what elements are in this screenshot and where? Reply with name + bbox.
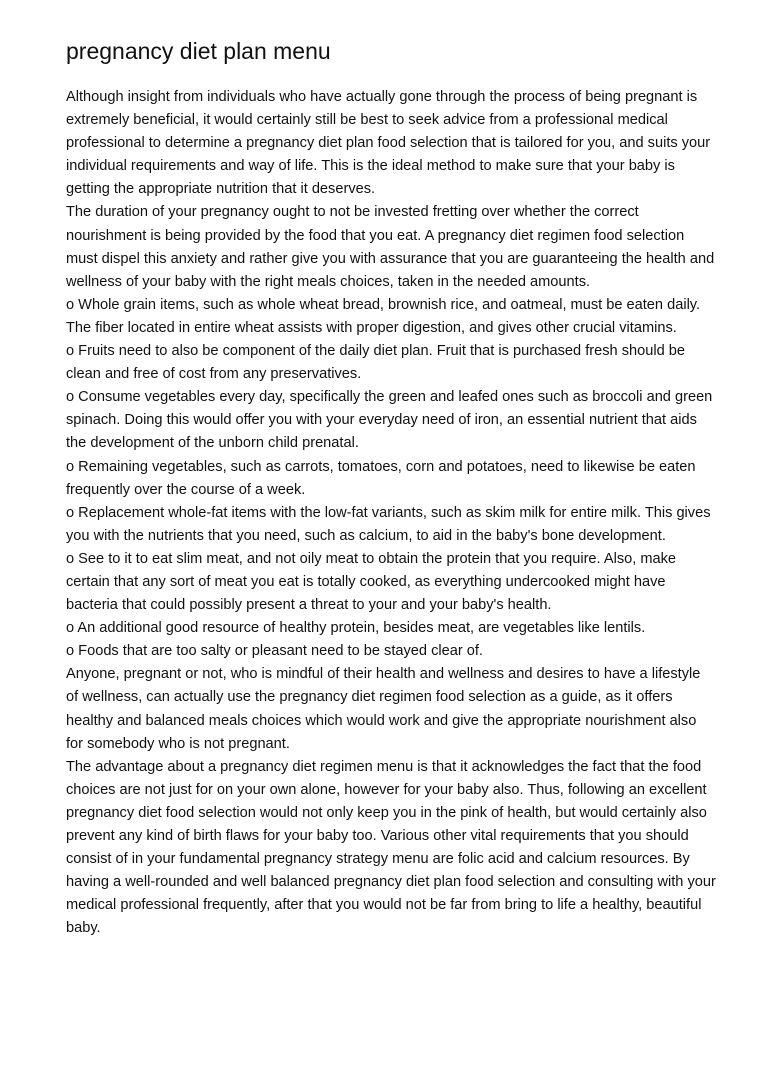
list-item-remaining-vegetables: o Remaining vegetables, such as carrots, tomatoes, corn and potatoes, need to likewise be eaten frequently over the course of a week. <box>66 458 696 498</box>
list-item-avoid-salty: o Foods that are too salty or pleasant need to be stayed clear of. <box>66 643 483 660</box>
document-body <box>66 86 716 940</box>
document-page <box>66 36 716 940</box>
document-title: pregnancy diet plan menu <box>66 38 331 64</box>
intro-paragraph: Although insight from individuals who have actually gone through the process of being pregnant is extremely beneficial, it would certainly still be best to seek advice from a professional medical professional to determine a pregnancy diet plan food selection that is tailored for you, and suits your individual requirements and way of life. This is the ideal method to make sure that your baby is getting the appropriate nutrition that it deserves. <box>66 89 711 198</box>
list-item-lean-meat: o See to it to eat slim meat, and not oily meat to obtain the protein that you require. Also, make certain that any sort of meat you eat is totally cooked, as everything undercooked might have bacteria that could possibly present a threat to your and your baby's health. <box>66 550 677 614</box>
list-item-fruits: o Fruits need to also be component of the daily diet plan. Fruit that is purchased fresh should be clean and free of cost from any preservatives. <box>66 343 685 383</box>
duration-paragraph: The duration of your pregnancy ought to not be invested fretting over whether the correct nourishment is being provided by the food that you eat. A pregnancy diet regimen food selection must dispel this anxiety and rather give you with assurance that you are guaranteeing the health and wellness of your baby with the right meals choices, taken in the needed amounts. <box>66 204 715 290</box>
list-item-green-vegetables: o Consume vegetables every day, specifically the green and leafed ones such as broccoli and green spinach. Doing this would offer you with your everyday need of iron, an essential nutrient that aids the development of the unborn child prenatal. <box>66 389 713 452</box>
anyone-paragraph: Anyone, pregnant or not, who is mindful of their health and wellness and desires to have a lifestyle of wellness, can actually use the pregnancy diet regimen food selection as a guide, as it offers healthy and balanced meals choices which would work and give the appropriate nourishment also for somebody who is not pregnant. <box>66 666 701 752</box>
advantage-paragraph: The advantage about a pregnancy diet regimen menu is that it acknowledges the fact that the food choices are not just for on your own alone, however for your baby also. Thus, following an excellent pregnancy diet food selection would not only keep you in the pink of health, but would certainly also prevent any kind of birth flaws for your baby too. Various other vital requirements that you should consist of in your fundamental pregnancy strategy menu are folic acid and calcium resources. By having a well-rounded and well balanced pregnancy diet plan food selection and consulting with your medical professional frequently, after that you would not be far from bring to life a healthy, beautiful baby. <box>66 758 716 937</box>
list-item-whole-grain: o Whole grain items, such as whole wheat bread, brownish rice, and oatmeal, must be eaten daily. The fiber located in entire wheat assists with proper digestion, and gives other crucial vitamins. <box>66 296 701 336</box>
list-item-low-fat: o Replacement whole-fat items with the low-fat variants, such as skim milk for entire milk. This gives you with the nutrients that you need, such as calcium, to aid in the baby's bone development. <box>66 504 711 544</box>
list-item-protein: o An additional good resource of healthy protein, besides meat, are vegetables like lentils. <box>66 620 646 637</box>
